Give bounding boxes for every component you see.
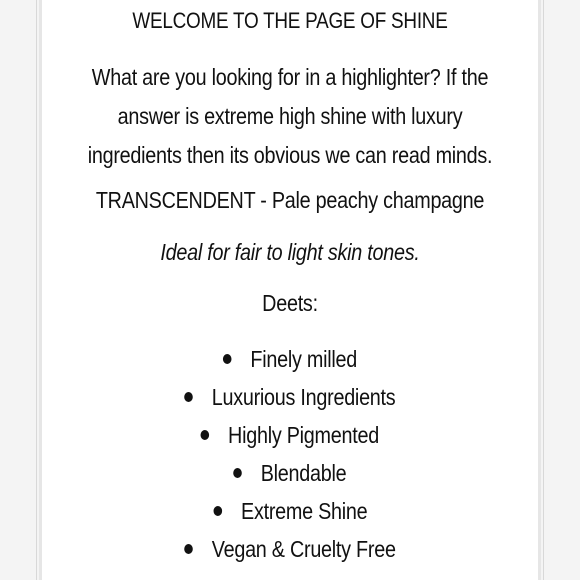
bullet-icon bbox=[184, 392, 193, 402]
feature-list bbox=[0, 340, 580, 568]
deets-label: Deets: bbox=[262, 290, 318, 316]
list-item bbox=[0, 530, 580, 568]
skin-tone-note: Ideal for fair to light skin tones. bbox=[160, 239, 420, 265]
bullet-icon bbox=[201, 430, 210, 440]
intro-line: ingredients then its obvious we can read minds. bbox=[87, 142, 493, 168]
list-item bbox=[0, 454, 580, 492]
shade-name: TRANSCENDENT - Pale peachy champagne bbox=[95, 187, 485, 213]
list-item bbox=[0, 492, 580, 530]
list-item bbox=[0, 416, 580, 454]
intro-line: What are you looking for in a highlighter? If the bbox=[91, 64, 489, 90]
feature-label: Vegan & Cruelty Free bbox=[211, 536, 396, 562]
bullet-icon bbox=[184, 544, 193, 554]
bullet-icon bbox=[233, 468, 242, 478]
feature-label: Blendable bbox=[260, 460, 347, 486]
list-item bbox=[0, 378, 580, 416]
intro-paragraph bbox=[50, 58, 530, 175]
list-item bbox=[0, 340, 580, 378]
bullet-icon bbox=[213, 506, 222, 516]
feature-label: Extreme Shine bbox=[240, 498, 367, 524]
page-heading: WELCOME TO THE PAGE OF SHINE bbox=[132, 8, 448, 33]
feature-label: Luxurious Ingredients bbox=[211, 384, 396, 410]
intro-line: answer is extreme high shine with luxury bbox=[117, 103, 463, 129]
feature-label: Highly Pigmented bbox=[228, 422, 380, 448]
feature-label: Finely milled bbox=[250, 346, 358, 372]
bullet-icon bbox=[223, 354, 232, 364]
